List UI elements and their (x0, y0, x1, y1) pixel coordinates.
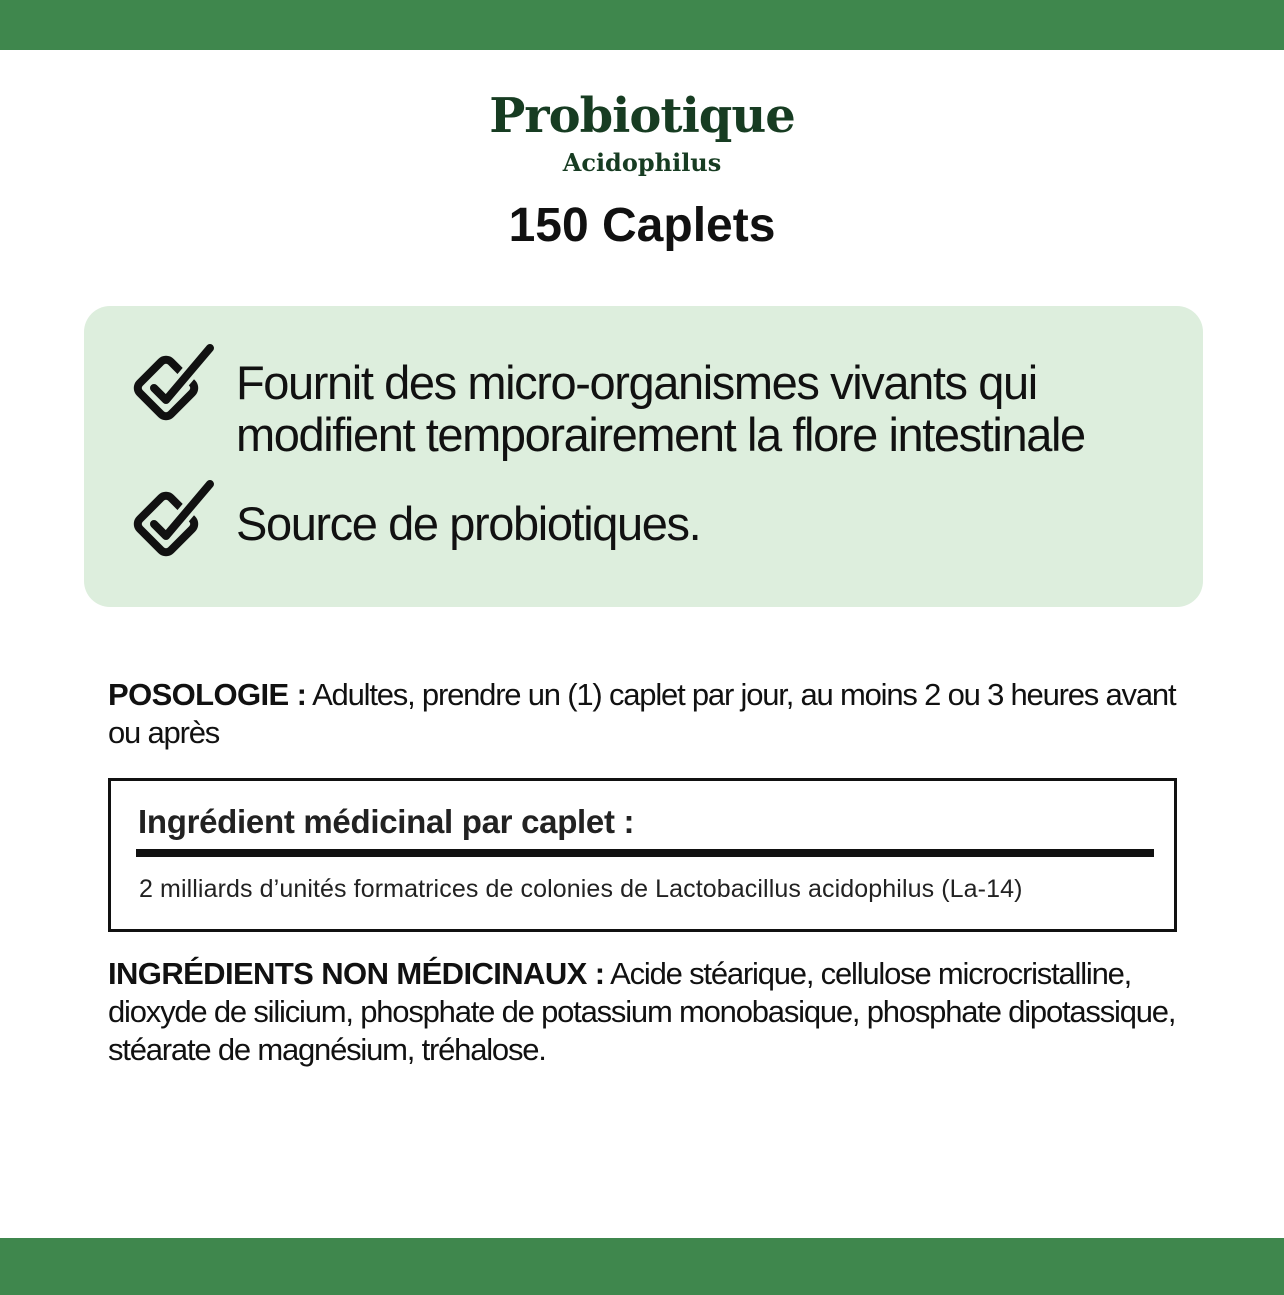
non-medicinal-label: INGRÉDIENTS NON MÉDICINAUX : (108, 956, 605, 991)
top-green-band (0, 0, 1284, 50)
dosage-label: POSOLOGIE : (108, 677, 307, 712)
product-name: Probiotique (489, 88, 795, 144)
checkmark-diamond-icon (130, 344, 216, 430)
claim-text: Source de probiotiques. (236, 497, 701, 550)
claims-panel (84, 306, 1203, 607)
non-medicinal-text: Acide stéarique, cellulose microcristalline, dioxyde de silicium, phosphate de potassium monobasique, phosphate dipotassique, stéarate de magnésium, tréhalose. (108, 956, 1176, 1067)
medicinal-ingredient-box (108, 778, 1177, 932)
product-subname: Acidophilus (562, 148, 722, 177)
claim-text: Fournit des micro-organismes vivants qui modifient temporairement la flore intestinale (236, 356, 1085, 461)
dosage-text: Adultes, prendre un (1) caplet par jour, au moins 2 ou 3 heures avant ou après (108, 677, 1176, 750)
divider (136, 849, 1154, 857)
product-count: 150 Caplets (508, 199, 776, 252)
bottom-green-band (0, 1238, 1284, 1295)
medicinal-ingredient-title: Ingrédient médicinal par caplet : (138, 803, 635, 840)
non-medicinal-section (108, 955, 1198, 1069)
checkmark-diamond-icon (130, 480, 216, 566)
dosage-section (108, 676, 1188, 752)
medicinal-ingredient-value: 2 milliards d’unités formatrices de colonies de Lactobacillus acidophilus (La-14) (139, 875, 1023, 903)
